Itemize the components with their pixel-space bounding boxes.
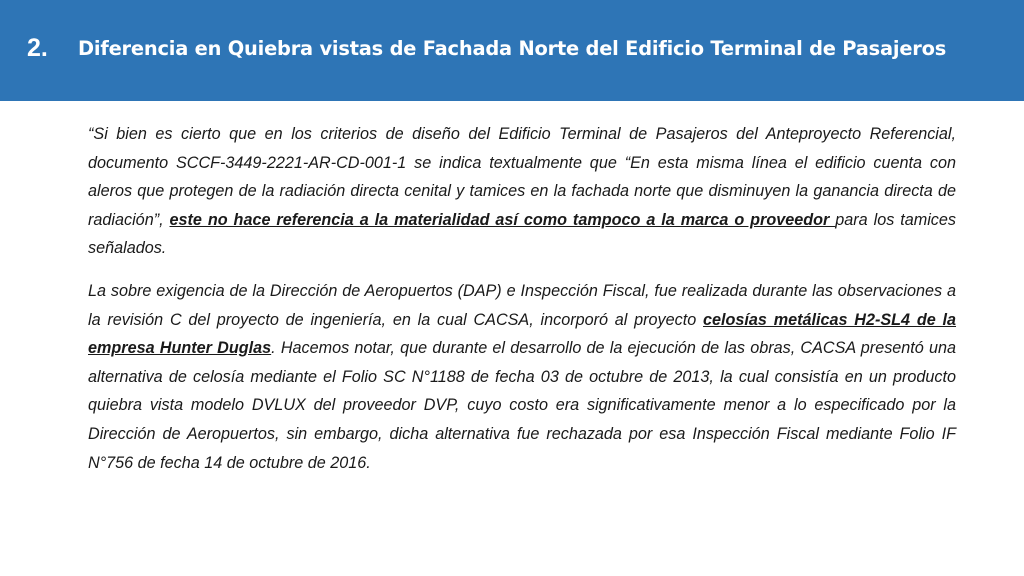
paragraph-text: . Hacemos notar, que durante el desarrollo de la ejecución de las obras, CACSA presentó una alternativa de celosía mediante el Folio SC N°1188 de fecha 03 de octubre de 2013, la cual consistía en un producto quiebra vista modelo DVLUX del proveedor DVP, cuyo costo era significativamente menor a lo especificado por la Dirección de Aeropuertos, sin embargo, dicha alternativa fue rechazada por esa Inspección Fiscal mediante Folio IF N°756 de fecha 14 de octubre de 2016. (88, 339, 957, 472)
slide-body (88, 120, 956, 477)
paragraph-text: “Si bien es cierto que en los criterios de diseño del Edificio Terminal de Pasajeros del Anteproyecto Referencial, documento SCCF-3449-2221-AR-CD-001-1 se indica textualmente que “En esta misma línea el edificio cuenta con aleros que protegen de la radiación directa cenital y tamices en la fachada norte que disminuyen la ganancia directa de radiación”, (88, 125, 956, 229)
paragraph-text: La sobre exigencia de la Dirección de Aeropuertos (DAP) e Inspección Fiscal, fue realizada durante las observaciones a la revisión C del proyecto de ingeniería, en la cual CACSA, incorporó al proyecto (88, 281, 956, 329)
slide-title: Diferencia en Quiebra vistas de Fachada Norte del Edificio Terminal de Pasajeros (78, 37, 947, 60)
paragraph-text: para los tamices señalados. (88, 210, 956, 258)
paragraph-exigencia (88, 277, 956, 477)
paragraph-criteria (88, 120, 956, 263)
emphasized-text: celosías metálicas H2-SL4 de la empresa Hunter Duglas (88, 310, 957, 358)
title-bar (0, 0, 1024, 101)
emphasized-text: este no hace referencia a la materialidad así como tampoco a la marca o proveedor (169, 210, 836, 229)
section-number: 2. (27, 34, 48, 62)
